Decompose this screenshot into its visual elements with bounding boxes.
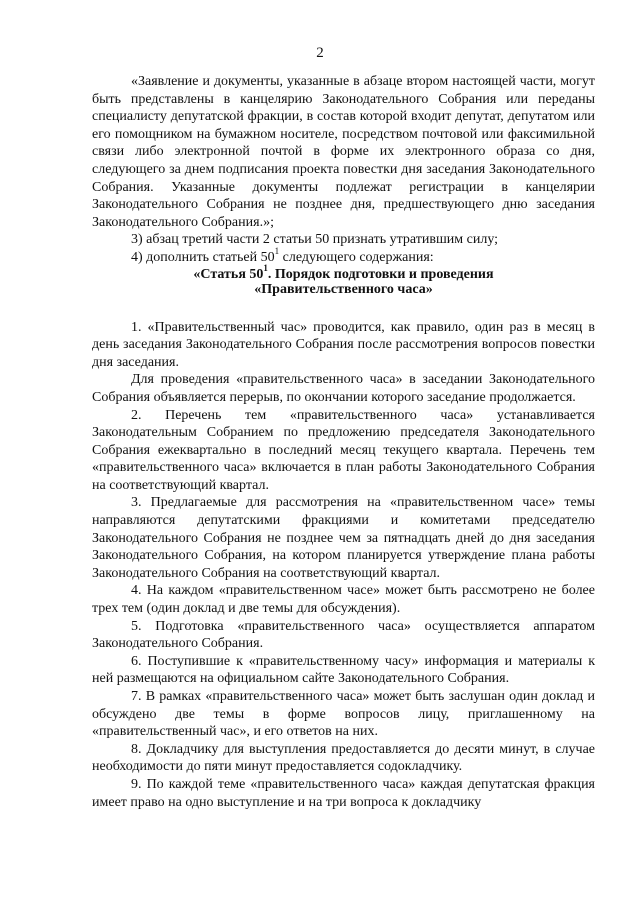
spacer (92, 297, 595, 319)
quoted-paragraph: «Заявление и документы, указанные в абзаце втором настоящей части, могут быть представлены в канцелярию Законодательного Собрания или переданы специалисту депутатской фракции, в состав которой входит депутат, депутатом или его помощником на бумажном носителе, посредством почтовой или факсимильной связи либо электронной почтой в форме их электронного образа со дня, следующего за днем подписания проекта повестки дня заседания Законодательного Собрания. Указанные документы подлежат регистрации в канцелярии Законодательного Собрания не позднее дня, предшествующего дню заседания Законодательного Собрания.»; (92, 74, 595, 230)
amendment-item-4 (92, 246, 595, 267)
article-item-4: 4. На каждом «правительственном часе» может быть рассмотрено не более трех тем (один доклад и две темы для обсуждения). (92, 583, 595, 617)
article-heading-text: «Статья 50 (193, 266, 264, 282)
page-number: 2 (316, 45, 324, 61)
article-item-6: 6. Поступившие к «правительственному часу» информация и материалы к ней размещаются на официальном сайте Законодательного Собрания. (92, 653, 595, 687)
article-item-1-continued: Для проведения «правительственного часа» в заседании Законодательного Собрания объявляется перерыв, по окончании которого заседание продолжается. (92, 372, 595, 405)
amendment-text-tail: следующего содержания: (279, 249, 434, 265)
article-item-7: 7. В рамках «правительственного часа» может быть заслушан один доклад и обсуждено две темы в форме вопросов лицу, приглашенному на «правительственный час», и его ответов на них. (92, 689, 595, 740)
superscript: 1 (263, 262, 268, 273)
article-item-8: 8. Докладчику для выступления предоставляется до десяти минут, в случае необходимости до пяти минут предоставляется содокладчику. (92, 741, 595, 775)
article-heading-line-1 (92, 262, 595, 282)
article-heading-text-tail: . Порядок подготовки и проведения (267, 266, 494, 282)
superscript: 1 (274, 246, 280, 257)
amendment-text: 4) дополнить статьей 50 (131, 249, 275, 265)
article-item-3: 3. Предлагаемые для рассмотрения на «правительственном часе» темы направляются депутатскими фракциями и комитетами председателю Законодательного Собрания не позднее чем за пятнадцать дней до дня заседания Законодательного Собрания, на котором планируется утверждение плана работы Законодательного Собрания на соответствующий квартал. (92, 495, 595, 581)
article-heading-line-2: «Правительственного часа» (254, 281, 433, 297)
article-item-9: 9. По каждой теме «правительственного часа» каждая депутатская фракция имеет право на одно выступление и на три вопроса к докладчику (92, 776, 595, 810)
document-body (92, 73, 595, 811)
article-item-2: 2. Перечень тем «правительственного часа» устанавливается Законодательным Собранием по предложению председателя Законодательного Собрания ежеквартально в последний месяц текущего квартала. Перечень тем «правительственного часа» включается в план работы Законодательного Собрания на соответствующий квартал. (92, 407, 595, 493)
article-heading (92, 262, 595, 297)
article-item-5: 5. Подготовка «правительственного часа» осуществляется аппаратом Законодательного Собрания. (92, 618, 595, 652)
amendment-item-3: 3) абзац третий части 2 статьи 50 признать утратившим силу; (131, 232, 499, 248)
article-item-1: 1. «Правительственный час» проводится, как правило, один раз в месяц в день заседания Законодательного Собрания после рассмотрения вопросов повестки дня заседания. (92, 319, 595, 370)
